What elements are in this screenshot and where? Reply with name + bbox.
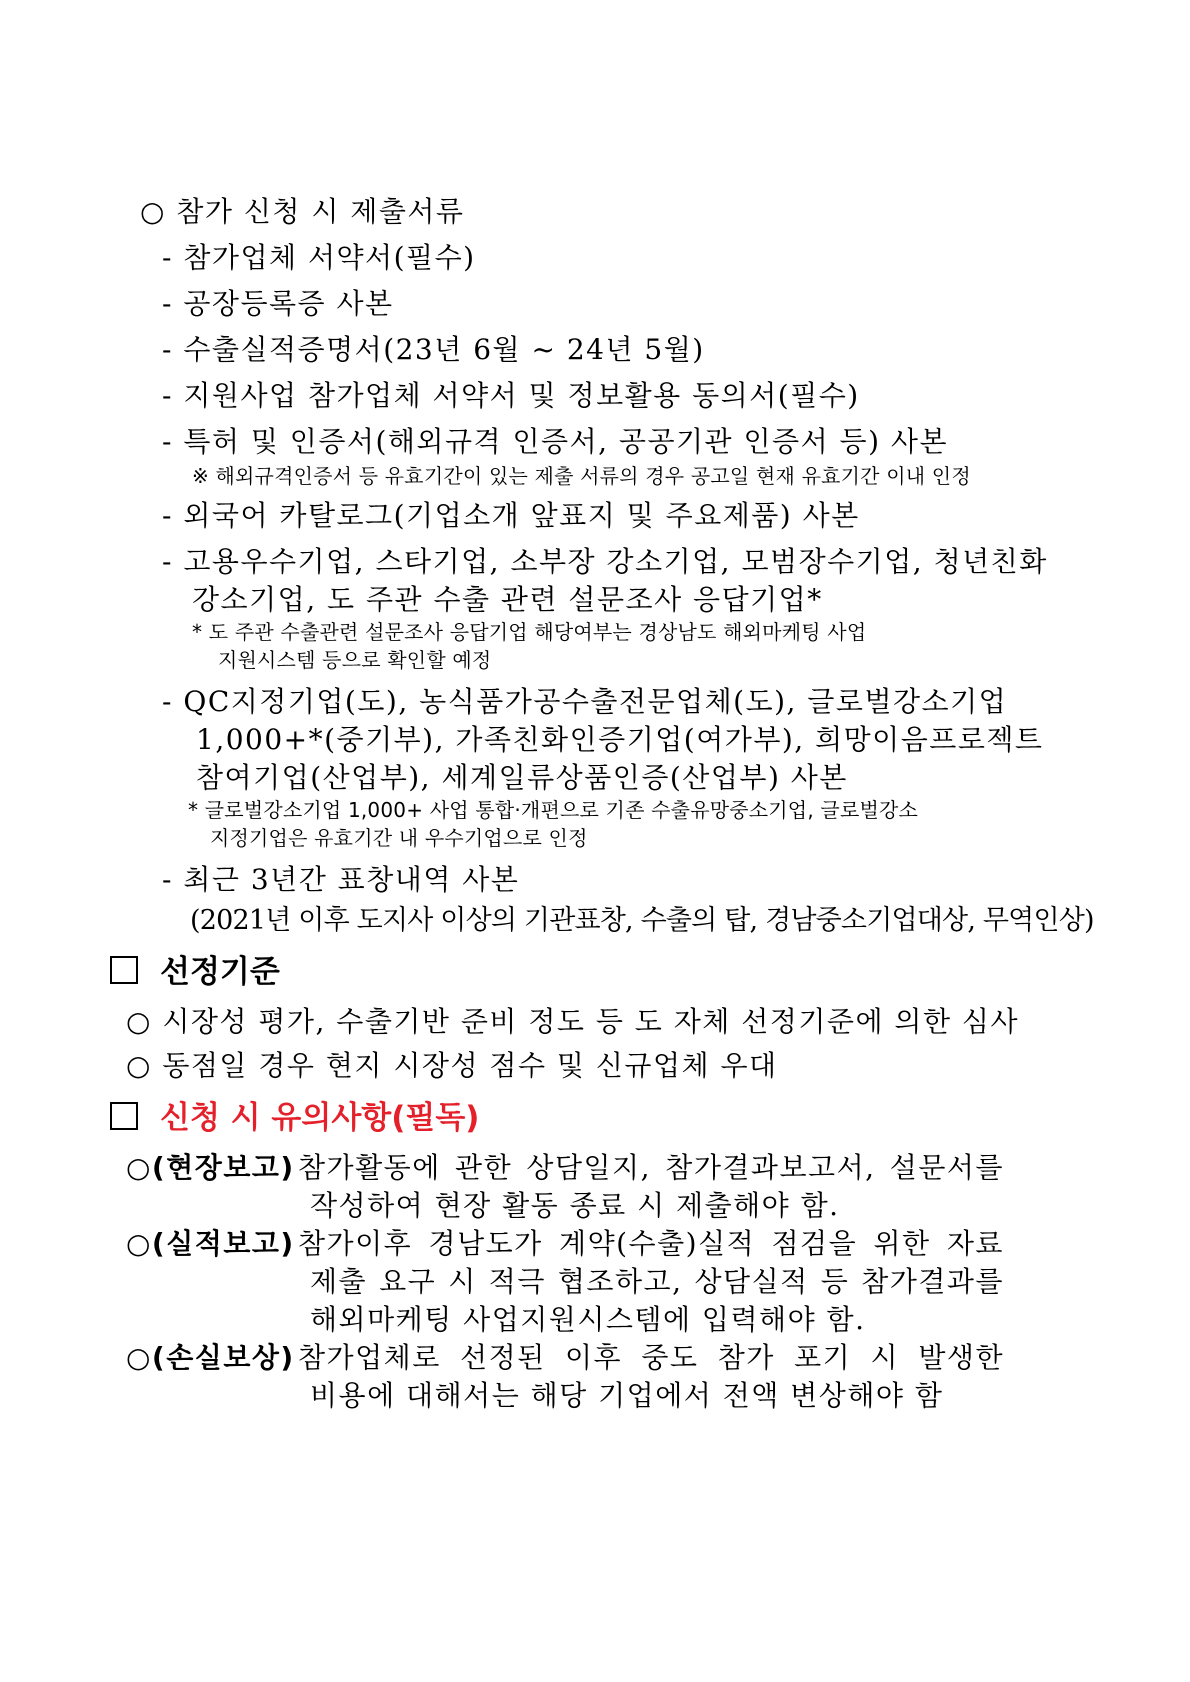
- submission-item: - 고용우수기업, 스타기업, 소부장 강소기업, 모범장수기업, 청년친화: [162, 545, 1048, 578]
- section-notice-title: 신청 시 유의사항(필독): [110, 1092, 479, 1137]
- section-criteria-title: 선정기준: [110, 946, 280, 991]
- submission-item: - 최근 3년간 표창내역 사본: [162, 863, 520, 896]
- submission-item: - 공장등록증 사본: [162, 287, 394, 320]
- submission-item-continued: 강소기업, 도 주관 수출 관련 설문조사 응답기업*: [192, 583, 823, 616]
- submission-item: - 수출실적증명서(23년 6월 ~ 24년 5월): [162, 333, 705, 366]
- criteria-item: ○ 시장성 평가, 수출기반 준비 정도 등 도 자체 선정기준에 의한 심사: [126, 1005, 1019, 1038]
- submission-item: - QC지정기업(도), 농식품가공수출전문업체(도), 글로벌강소기업: [162, 685, 1008, 718]
- notice-text: 해외마케팅 사업지원시스템에 입력해야 함.: [310, 1303, 866, 1336]
- notice-text: 참가활동에 관한 상담일지, 참가결과보고서, 설문서를: [298, 1151, 1004, 1184]
- notice-text: 비용에 대해서는 해당 기업에서 전액 변상해야 함: [310, 1379, 944, 1412]
- submission-item-continued: 1,000+*(중기부), 가족친화인증기업(여가부), 희망이음프로젝트: [196, 723, 1044, 756]
- checkbox-square-icon: [110, 956, 138, 984]
- notice-text: 작성하여 현장 활동 종료 시 제출해야 함.: [310, 1189, 840, 1222]
- submission-note: ※ 해외규격인증서 등 유효기간이 있는 제출 서류의 경우 공고일 현재 유효기간 이내 인정: [192, 464, 971, 488]
- submission-item-continued: 참여기업(산업부), 세계일류상품인증(산업부) 사본: [196, 761, 848, 794]
- submission-note: * 도 주관 수출관련 설문조사 응답기업 해당여부는 경상남도 해외마케팅 사업: [192, 620, 867, 644]
- notice-label: ○(실적보고): [126, 1227, 295, 1260]
- checkbox-square-icon: [110, 1102, 138, 1130]
- submission-note-continued: 지원시스템 등으로 확인할 예정: [218, 648, 492, 672]
- submission-item: - 특허 및 인증서(해외규격 인증서, 공공기관 인증서 등) 사본: [162, 425, 949, 458]
- submission-heading: ○ 참가 신청 시 제출서류: [140, 195, 465, 228]
- notice-label: ○(손실보상): [126, 1341, 295, 1374]
- submission-item: - 외국어 카탈로그(기업소개 앞표지 및 주요제품) 사본: [162, 499, 860, 532]
- submission-note: * 글로벌강소기업 1,000+ 사업 통합·개편으로 기존 수출유망중소기업, 글로벌강소: [188, 798, 919, 822]
- submission-note-continued: 지정기업은 유효기간 내 우수기업으로 인정: [210, 826, 588, 850]
- submission-item-continued: (2021년 이후 도지사 이상의 기관표창, 수출의 탑, 경남중소기업대상, 무역인상): [190, 905, 1094, 936]
- notice-label: ○(현장보고): [126, 1151, 295, 1184]
- notice-text: 제출 요구 시 적극 협조하고, 상담실적 등 참가결과를: [310, 1265, 1004, 1298]
- criteria-item: ○ 동점일 경우 현지 시장성 점수 및 신규업체 우대: [126, 1049, 778, 1082]
- notice-text: 참가업체로 선정된 이후 중도 참가 포기 시 발생한: [298, 1341, 1004, 1374]
- notice-text: 참가이후 경남도가 계약(수출)실적 점검을 위한 자료: [298, 1227, 1004, 1260]
- submission-item: - 지원사업 참가업체 서약서 및 정보활용 동의서(필수): [162, 379, 860, 412]
- submission-item: - 참가업체 서약서(필수): [162, 241, 476, 274]
